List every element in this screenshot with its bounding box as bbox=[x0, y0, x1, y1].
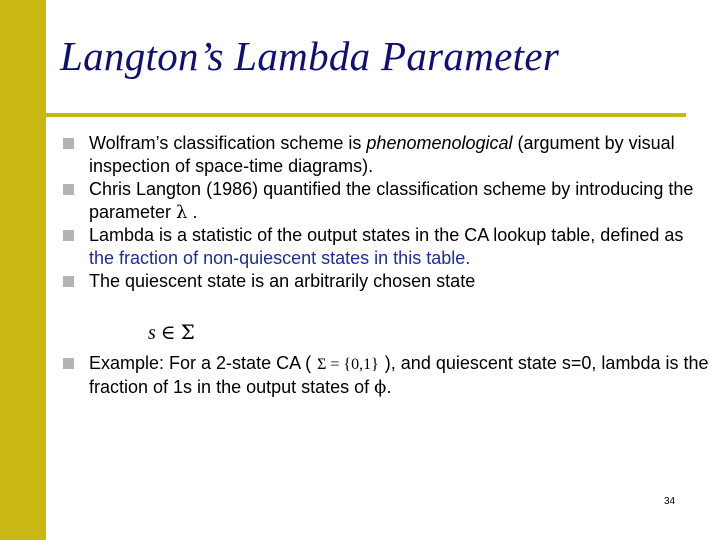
bullet-text: . bbox=[465, 248, 471, 268]
element-of-symbol: ∈ bbox=[160, 320, 176, 344]
bullet-square-icon bbox=[63, 138, 74, 149]
bullet-text: Wolfram’s classification scheme is bbox=[89, 133, 367, 153]
page-number: 34 bbox=[664, 496, 676, 507]
bullet-text: (argument by visual inspection of space-time diagrams). bbox=[89, 133, 675, 176]
sigma-symbol: Σ bbox=[180, 320, 195, 344]
formula-s: s bbox=[148, 322, 156, 344]
bullet-item-lambda-definition bbox=[63, 224, 703, 270]
bullet-square-icon bbox=[63, 276, 74, 287]
bullet-item-quiescent bbox=[63, 270, 703, 293]
emphasis-text: phenomenological bbox=[366, 133, 513, 153]
bullet-text: The quiescent state is an arbitrarily chosen state bbox=[89, 271, 476, 291]
formula-s-in-sigma bbox=[148, 320, 195, 345]
bullet-text: . bbox=[386, 377, 392, 397]
bullet-text: ), and quiescent state s=0, lambda is the fraction of 1s in the output states of bbox=[89, 353, 709, 397]
title-divider bbox=[46, 113, 686, 117]
bullet-square-icon bbox=[63, 184, 74, 195]
bullet-item-wolfram bbox=[63, 132, 703, 178]
slide-title: Langton’s Lambda Parameter bbox=[60, 33, 560, 79]
lambda-symbol: λ bbox=[176, 202, 188, 223]
bullet-text: Lambda is a statistic of the output states in the CA lookup table, defined as bbox=[89, 225, 684, 245]
bullet-text: Example: For a 2-state CA ( bbox=[89, 353, 312, 373]
set-formula: Σ = {0,1} bbox=[317, 356, 379, 373]
bullet-text: . bbox=[187, 202, 198, 222]
bullet-item-langton bbox=[63, 178, 703, 224]
highlighted-definition: the fraction of non-quiescent states in this table bbox=[89, 248, 466, 268]
bullet-square-icon bbox=[63, 358, 74, 369]
left-accent-bar bbox=[0, 0, 46, 540]
bullet-text: Chris Langton (1986) quantified the classification scheme by introducing the parameter bbox=[89, 179, 694, 222]
bullet-square-icon bbox=[63, 230, 74, 241]
phi-symbol: ϕ bbox=[374, 377, 387, 398]
bullet-item-example bbox=[63, 352, 720, 399]
bullet-list bbox=[63, 132, 703, 293]
